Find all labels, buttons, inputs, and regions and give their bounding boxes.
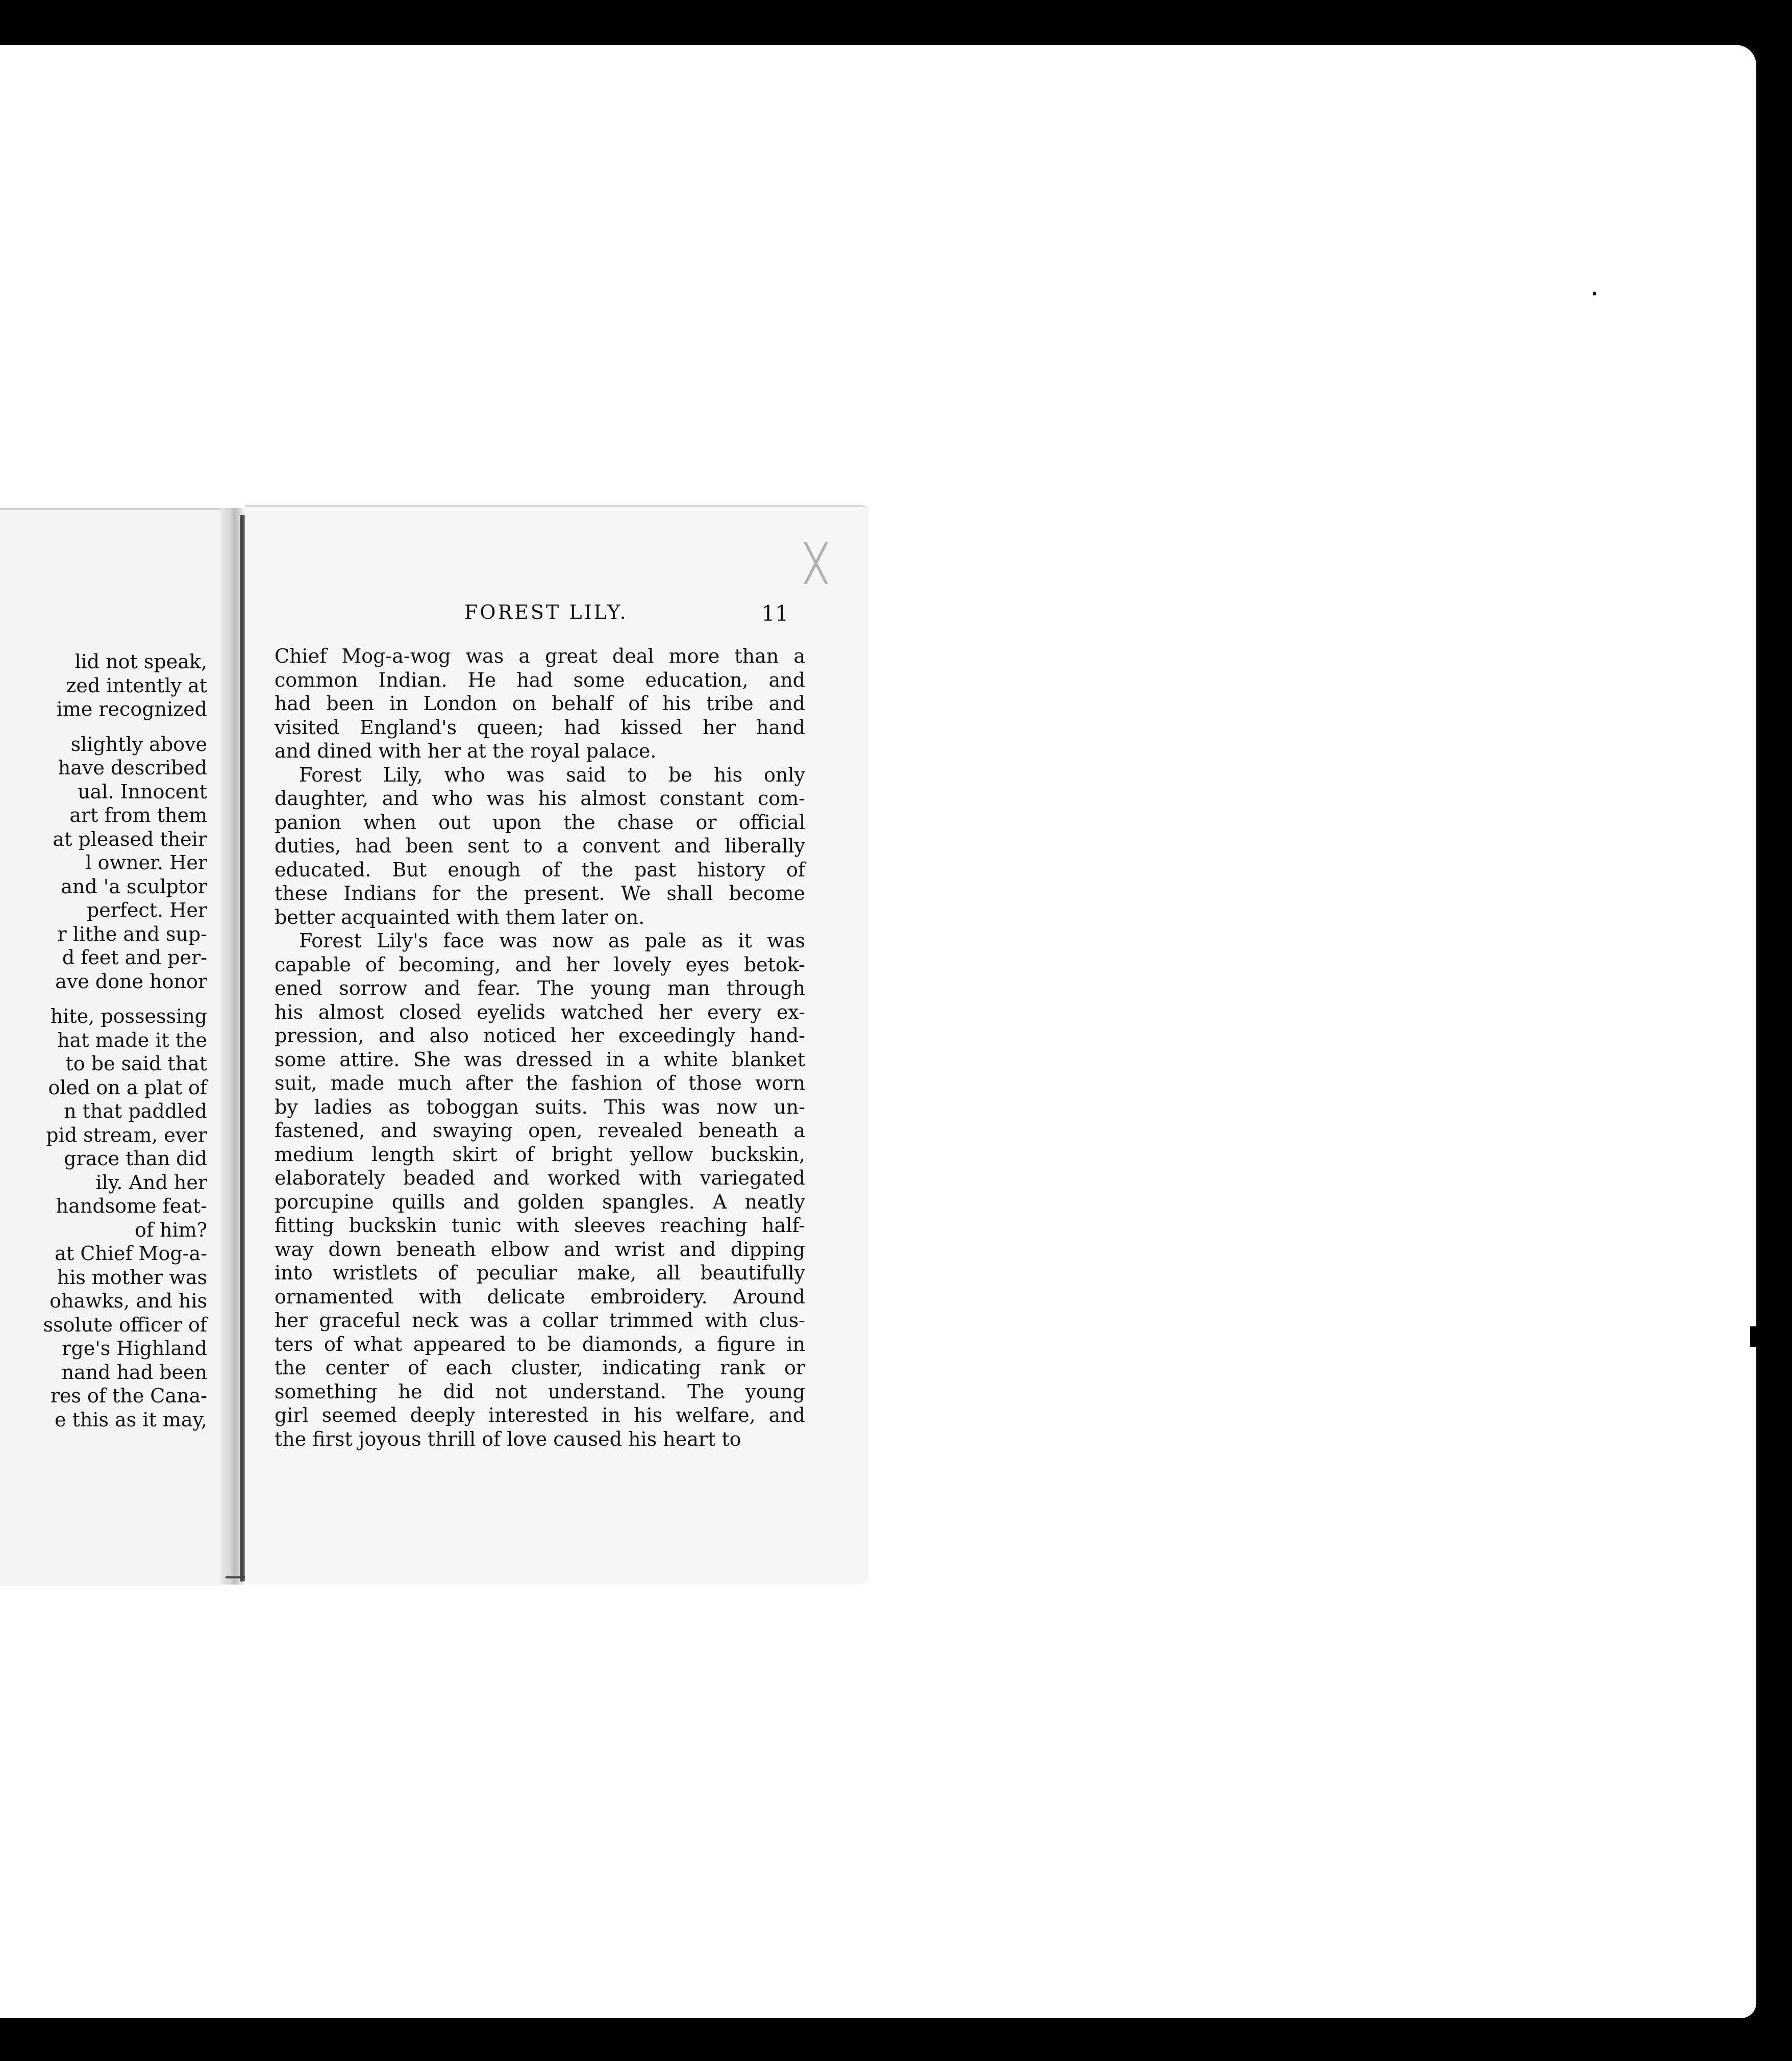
text-line: capable of becoming, and her lovely eyes betok- <box>275 953 805 976</box>
text-line: into wristlets of peculiar make, all beautifully <box>275 1262 805 1284</box>
scan-speck <box>1146 13 1148 28</box>
text-line: perfect. Her <box>86 899 207 921</box>
text-line: hite, possessing <box>50 1005 207 1027</box>
text-line: ily. And her <box>95 1171 207 1194</box>
paragraph-gap <box>0 721 207 733</box>
text-line: his mother was <box>57 1266 207 1289</box>
text-line: ssolute officer of <box>43 1313 207 1336</box>
text-line: elaborately beaded and worked with variegated <box>275 1167 805 1189</box>
text-line: the first joyous thrill of love caused his heart to <box>275 1427 741 1450</box>
text-line: her graceful neck was a collar trimmed with clus- <box>275 1309 805 1331</box>
text-line: by ladies as toboggan suits. This was now un- <box>275 1095 805 1118</box>
text-line: and dined with her at the royal palace. <box>275 740 657 762</box>
page-11 <box>245 505 868 1584</box>
text-line: duties, had been sent to a convent and liberally <box>275 835 805 857</box>
text-line: his almost closed eyelids watched her every ex- <box>275 1000 805 1023</box>
scan-speck <box>1593 292 1596 295</box>
text-line: pression, and also noticed her exceedingly hand- <box>275 1024 805 1047</box>
text-line: ened sorrow and fear. The young man through <box>275 977 805 999</box>
text-line: something he did not understand. The young <box>275 1380 805 1403</box>
text-line: better acquainted with them later on. <box>275 906 645 928</box>
text-line: way down beneath elbow and wrist and dipping <box>275 1238 805 1261</box>
text-line: e this as it may, <box>55 1408 207 1431</box>
text-line: ave done honor <box>55 970 207 993</box>
text-line: porcupine quills and golden spangles. A neatly <box>275 1190 805 1213</box>
text-line: d feet and per- <box>62 946 207 969</box>
running-title: FOREST LILY. <box>464 601 628 623</box>
gutter-shadow-line <box>240 515 245 1581</box>
text-line: slightly above <box>70 733 207 756</box>
page-body-text <box>275 644 805 1451</box>
text-line: girl seemed deeply interested in his welfare, and <box>275 1404 805 1426</box>
text-line: l owner. Her <box>85 851 207 874</box>
text-line: some attire. She was dressed in a white blanket <box>275 1048 805 1071</box>
previous-page <box>0 508 220 1586</box>
text-line: lid not speak, <box>74 650 207 673</box>
text-line: grace than did <box>64 1147 207 1170</box>
running-head <box>245 601 868 626</box>
text-line: fastened, and swaying open, revealed beneath a <box>275 1119 805 1142</box>
text-line: Forest Lily, who was said to be his only <box>299 763 805 786</box>
text-line: at Chief Mog-a- <box>55 1242 207 1265</box>
text-line: Forest Lily's face was now as pale as it was <box>299 929 805 952</box>
text-line: the center of each cluster, indicating rank or <box>275 1356 805 1379</box>
text-line: and 'a sculptor <box>61 875 207 898</box>
text-line: ime recognized <box>56 698 207 720</box>
text-line: had been in London on behalf of his tribe and <box>275 692 805 715</box>
text-line: zed intently at <box>66 674 207 697</box>
text-line: Chief Mog-a-wog was a great deal more than a <box>275 645 805 667</box>
text-line: common Indian. He had some education, and <box>275 668 805 691</box>
text-line: medium length skirt of bright yellow buckskin, <box>275 1143 805 1166</box>
text-line: pid stream, ever <box>46 1123 207 1146</box>
text-line: of him? <box>134 1218 207 1241</box>
text-line: ters of what appeared to be diamonds, a figure in <box>275 1333 805 1355</box>
text-line: at pleased their <box>53 827 207 850</box>
text-line: handsome feat- <box>56 1195 207 1217</box>
scan-speck <box>890 10 893 21</box>
text-line: educated. But enough of the past history of <box>275 858 805 881</box>
text-line: to be said that <box>65 1052 207 1075</box>
paragraph-gap <box>0 993 207 1004</box>
text-line: suit, made much after the fashion of those worn <box>275 1072 805 1094</box>
text-line: panion when out upon the chase or official <box>275 811 805 834</box>
text-line: ohawks, and his <box>49 1290 207 1312</box>
text-line: ual. Innocent <box>78 780 207 803</box>
text-line: r lithe and sup- <box>57 922 207 945</box>
text-line: have described <box>58 757 207 779</box>
text-line: fitting buckskin tunic with sleeves reaching half- <box>275 1214 805 1237</box>
page-number: 11 <box>761 601 789 626</box>
text-line: visited England's queen; had kissed her hand <box>275 716 805 739</box>
text-line: daughter, and who was his almost constant com- <box>275 787 805 810</box>
text-line: art from them <box>69 804 207 826</box>
text-line: ornamented with delicate embroidery. Around <box>275 1285 805 1308</box>
previous-page-text <box>0 650 207 1431</box>
pencil-x-mark-icon: ╳ <box>805 542 827 584</box>
text-line: oled on a plat of <box>48 1076 207 1099</box>
text-line: res of the Cana- <box>50 1385 207 1407</box>
text-line: hat made it the <box>57 1028 207 1051</box>
text-line: nand had been <box>61 1361 207 1384</box>
scan-speck <box>1750 1326 1757 1347</box>
text-line: rge's Highland <box>62 1337 207 1360</box>
text-line: these Indians for the present. We shall become <box>275 882 805 904</box>
text-line: n that paddled <box>64 1100 207 1122</box>
